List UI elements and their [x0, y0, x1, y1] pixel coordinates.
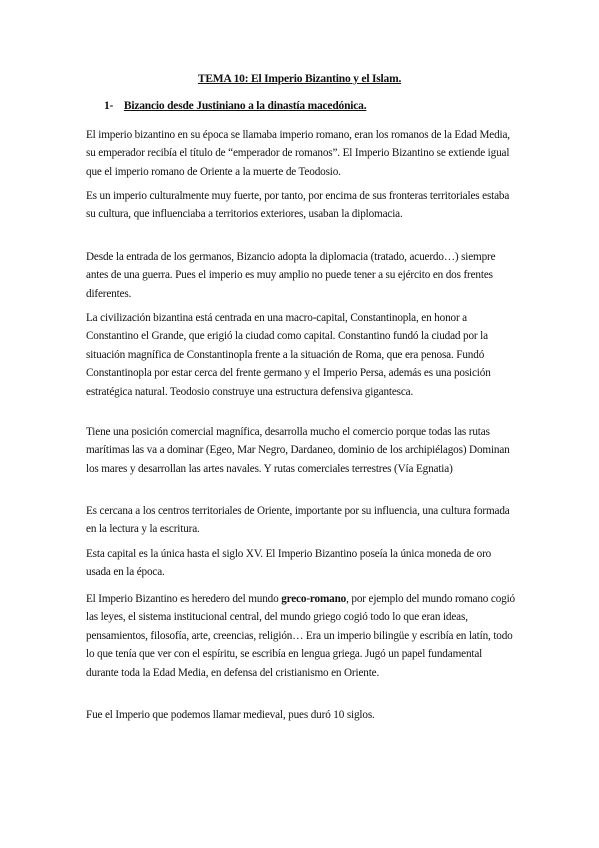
paragraph-4: La civilización bizantina está centrada en una macro-capital, Constantinopla, en honor a Constantino el Grande, que erigió la ciudad como capital. Constantino fundó la ciudad por la situación magnífica de Constantinopla frente a la situación de Roma, que era penosa. Fundó Constantinopla por estar cerca del frente germano y el Imperio Persa, además es una posición estratégica natural. Teodosio construye una estructura defensiva gigantesca.	[86, 312, 491, 398]
document-title: TEMA 10: El Imperio Bizantino y el Islam.	[197, 73, 402, 85]
paragraph-2: Es un imperio culturalmente muy fuerte, por tanto, por encima de sus fronteras territoriales estaba su cultura, que influenciaba a territorios exteriores, usaban la diplomacia.	[86, 190, 510, 221]
section-heading-text: Bizancio desde Justiniano a la dinastía macedónica.	[123, 100, 367, 112]
greco-romano-emphasis: greco-romano	[281, 593, 347, 605]
paragraph-greco-before: El Imperio Bizantino es heredero del mundo	[86, 593, 282, 605]
paragraph-1: El imperio bizantino en su época se llamaba imperio romano, eran los romanos de la Edad Media, su emperador recibía el título de “emperador de romanos”. El Imperio Bizantino se extiende igual que el imperio romano de Oriente a la muerte de Teodosio.	[86, 129, 510, 178]
paragraph-closing: Fue el Imperio que podemos llamar medieval, pues duró 10 siglos.	[86, 709, 375, 721]
section-heading	[104, 100, 366, 112]
paragraph-greco-after: , por ejemplo del mundo romano cogió las leyes, el sistema institucional central, del mundo griego cogió todo lo que eran ideas, pensamientos, filosofía, arte, creencias, religión… Era un imperio bilingüe y escribía en latín, todo lo que tenía que ver con el espíritu, se escribía en lengua griega. Jugó un papel fundamental durante toda la Edad Media, en defensa del cristianismo en Oriente.	[86, 593, 515, 679]
paragraph-7: Esta capital es la única hasta el siglo XV. El Imperio Bizantino poseía la única moneda de oro usada en la época.	[86, 548, 492, 579]
paragraph-6: Es cercana a los centros territoriales de Oriente, importante por su influencia, una cultura formada en la lectura y la escritura.	[86, 505, 510, 536]
paragraph-greco-romano	[86, 590, 516, 682]
section-number: 1-	[104, 100, 114, 112]
paragraph-5: Tiene una posición comercial magnífica, desarrolla mucho el comercio porque todas las rutas marítimas las va a dominar (Egeo, Mar Negro, Dardaneo, dominio de los archipiélagos) Dominan los mares y desarrollan las artes navales. Y rutas comerciales terrestres (Vía Egnatia)	[86, 426, 510, 475]
paragraph-3: Desde la entrada de los germanos, Bizancio adopta la diplomacia (tratado, acuerdo…) siempre antes de una guerra. Pues el imperio es muy amplio no puede tener a su ejército en dos frentes diferentes.	[86, 251, 496, 300]
